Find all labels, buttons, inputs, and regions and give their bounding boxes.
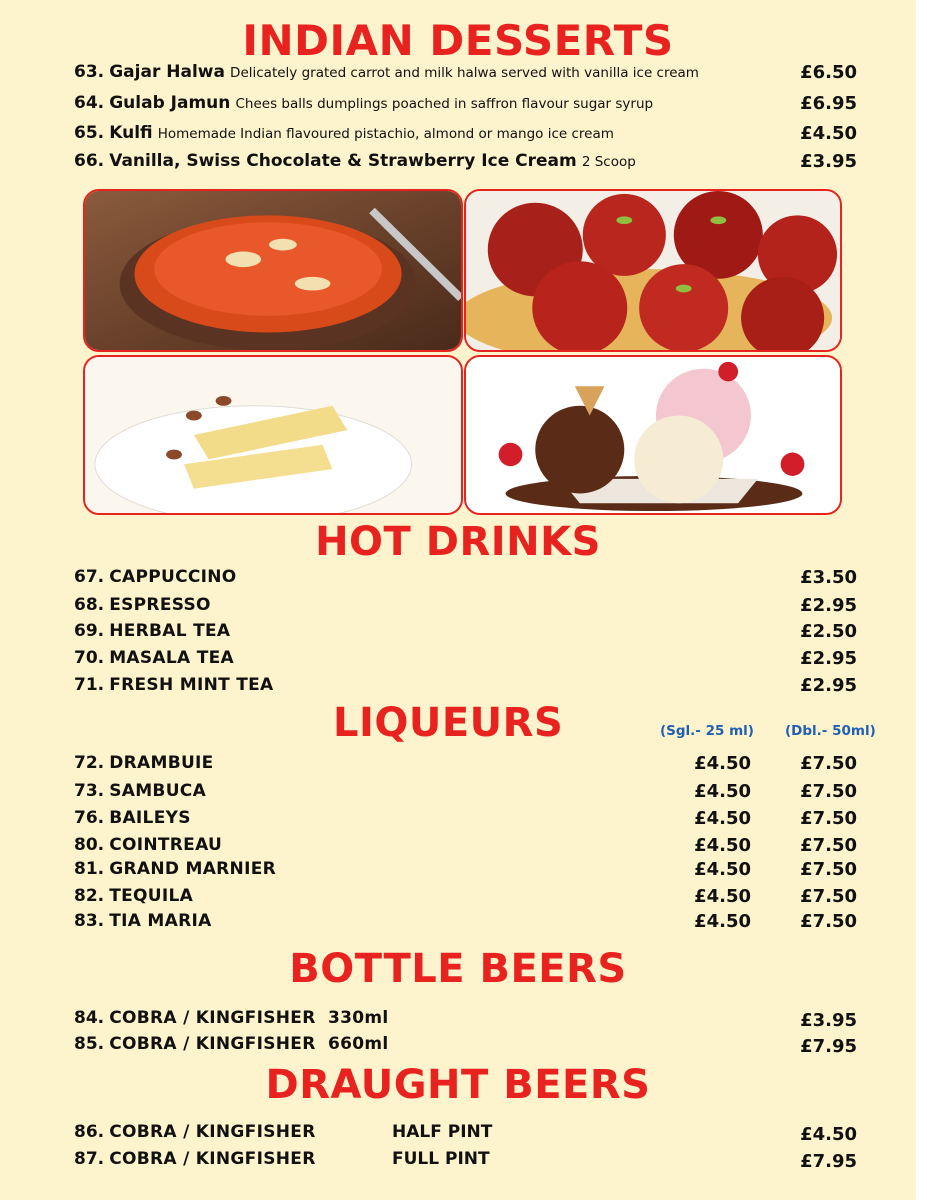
- item-number: 67.: [74, 567, 105, 587]
- menu-item: [74, 886, 874, 912]
- single-price: £4.50: [694, 835, 751, 856]
- item-number: 84.: [74, 1008, 105, 1028]
- kulfi-photo: [83, 355, 463, 515]
- item-name: BAILEYS: [109, 808, 191, 828]
- single-price: £4.50: [694, 911, 751, 932]
- item-name: SAMBUCA: [109, 781, 207, 801]
- section-title-hot-drinks: HOT DRINKS: [315, 519, 601, 565]
- double-price: £7.50: [800, 835, 857, 856]
- item-name: DRAMBUIE: [109, 753, 214, 773]
- item-description: Delicately grated carrot and milk halwa served with vanilla ice cream: [230, 65, 699, 81]
- item-number: 87.: [74, 1149, 105, 1169]
- section-title-liqueurs: LIQUEURS: [333, 700, 564, 746]
- double-price: £7.50: [800, 753, 857, 774]
- double-measure-header: (Dbl.- 50ml): [785, 723, 876, 739]
- item-price: £7.95: [800, 1151, 857, 1172]
- menu-item: [74, 808, 874, 834]
- item-number: 68.: [74, 595, 105, 615]
- item-name: MASALA TEA: [109, 648, 234, 668]
- item-price: £2.95: [800, 675, 857, 696]
- menu-item: [74, 675, 874, 701]
- menu-item: [74, 1008, 874, 1034]
- menu-item: [74, 151, 874, 177]
- item-price: £6.50: [800, 62, 857, 83]
- menu-item: [74, 1149, 874, 1175]
- item-name: Gajar Halwa: [109, 62, 225, 82]
- item-description: 2 Scoop: [581, 154, 636, 170]
- item-name: CAPPUCCINO: [109, 567, 237, 587]
- single-price: £4.50: [694, 781, 751, 802]
- menu-item: [74, 123, 874, 149]
- item-price: £2.95: [800, 648, 857, 669]
- double-price: £7.50: [800, 911, 857, 932]
- menu-item: [74, 595, 874, 621]
- double-price: £7.50: [800, 781, 857, 802]
- item-name: TEQUILA: [109, 886, 194, 906]
- item-price: £7.95: [800, 1036, 857, 1057]
- item-number: 72.: [74, 753, 105, 773]
- single-price: £4.50: [694, 859, 751, 880]
- item-name: Vanilla, Swiss Chocolate & Strawberry Ice Cream: [109, 151, 577, 171]
- item-number: 65.: [74, 123, 105, 143]
- item-price: £4.50: [800, 1124, 857, 1145]
- single-price: £4.50: [694, 808, 751, 829]
- item-number: 80.: [74, 835, 105, 855]
- section-title-bottle-beers: BOTTLE BEERS: [289, 946, 627, 992]
- item-price: £4.50: [800, 123, 857, 144]
- item-name: Kulfi: [109, 123, 153, 143]
- item-name: COBRA / KINGFISHER 330ml: [109, 1008, 389, 1028]
- item-price: £2.95: [800, 595, 857, 616]
- menu-item: [74, 648, 874, 674]
- item-number: 81.: [74, 859, 105, 879]
- item-name: Gulab Jamun: [109, 93, 231, 113]
- section-title-desserts: INDIAN DESSERTS: [242, 16, 674, 65]
- item-number: 71.: [74, 675, 105, 695]
- item-number: 86.: [74, 1122, 105, 1142]
- item-name: HERBAL TEA: [109, 621, 231, 641]
- item-size: FULL PINT: [392, 1149, 490, 1169]
- item-number: 73.: [74, 781, 105, 801]
- item-number: 69.: [74, 621, 105, 641]
- item-number: 82.: [74, 886, 105, 906]
- gulab-jamun-photo: [464, 189, 842, 352]
- item-name: ESPRESSO: [109, 595, 211, 615]
- menu-item: [74, 621, 874, 647]
- section-title-draught-beers: DRAUGHT BEERS: [265, 1062, 651, 1108]
- item-number: 64.: [74, 93, 105, 113]
- item-number: 83.: [74, 911, 105, 931]
- menu-item: [74, 781, 874, 807]
- item-size: HALF PINT: [392, 1122, 493, 1142]
- item-description: Chees balls dumplings poached in saffron flavour sugar syrup: [235, 96, 654, 112]
- item-price: £3.95: [800, 1010, 857, 1031]
- item-number: 85.: [74, 1034, 105, 1054]
- menu-item: [74, 567, 874, 593]
- menu-item: [74, 753, 874, 779]
- single-price: £4.50: [694, 886, 751, 907]
- item-number: 63.: [74, 62, 105, 82]
- item-number: 70.: [74, 648, 105, 668]
- item-description: Homemade Indian flavoured pistachio, almond or mango ice cream: [157, 126, 614, 142]
- item-name: COBRA / KINGFISHER 660ml: [109, 1034, 389, 1054]
- menu-item: [74, 859, 874, 885]
- item-price: £6.95: [800, 93, 857, 114]
- menu-item: [74, 93, 874, 119]
- item-name: COBRA / KINGFISHER: [109, 1122, 316, 1142]
- double-price: £7.50: [800, 859, 857, 880]
- item-price: £3.95: [800, 151, 857, 172]
- double-price: £7.50: [800, 808, 857, 829]
- item-number: 66.: [74, 151, 105, 171]
- item-name: COBRA / KINGFISHER: [109, 1149, 316, 1169]
- menu-item: [74, 62, 874, 88]
- menu-item: [74, 1122, 874, 1148]
- item-name: COINTREAU: [109, 835, 223, 855]
- item-price: £2.50: [800, 621, 857, 642]
- menu-item: [74, 911, 874, 937]
- item-name: GRAND MARNIER: [109, 859, 276, 879]
- double-price: £7.50: [800, 886, 857, 907]
- item-name: TIA MARIA: [109, 911, 212, 931]
- menu-item: [74, 1034, 874, 1060]
- gajar-halwa-photo: [83, 189, 463, 352]
- single-measure-header: (Sgl.- 25 ml): [660, 723, 754, 739]
- single-price: £4.50: [694, 753, 751, 774]
- item-price: £3.50: [800, 567, 857, 588]
- item-number: 76.: [74, 808, 105, 828]
- item-name: FRESH MINT TEA: [109, 675, 274, 695]
- ice-cream-photo: [464, 355, 842, 515]
- menu-item: [74, 835, 874, 861]
